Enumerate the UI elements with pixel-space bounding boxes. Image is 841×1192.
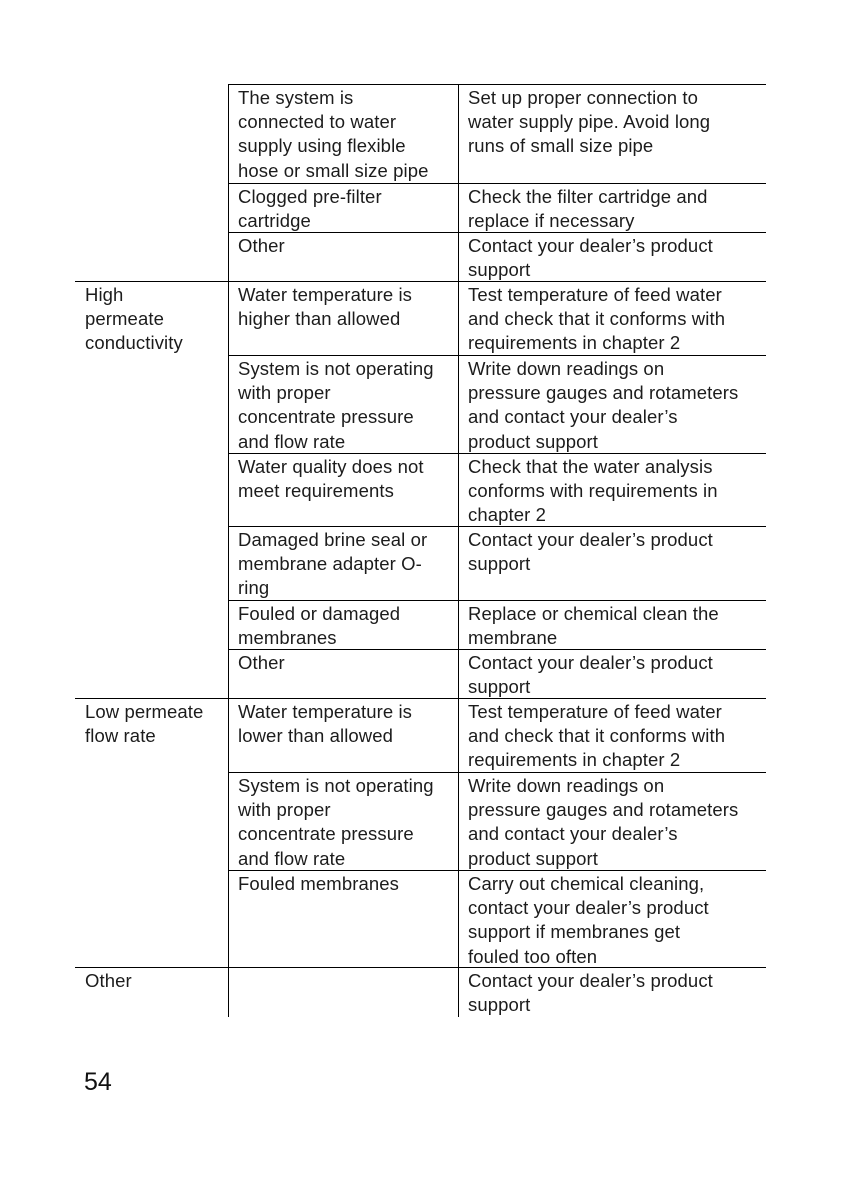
row-divider bbox=[228, 453, 766, 454]
cause-cell: Other bbox=[238, 235, 285, 256]
remedy-cell: Test temperature of feed water and check that it conforms with requirements in chapter 2 bbox=[468, 701, 726, 771]
row-divider bbox=[75, 281, 766, 282]
row-divider bbox=[75, 698, 766, 699]
row-divider bbox=[228, 526, 766, 527]
row-divider bbox=[228, 84, 766, 85]
row-divider bbox=[228, 772, 766, 773]
cause-cell: System is not operating with proper concentrate pressure and flow rate bbox=[238, 358, 434, 452]
row-divider bbox=[228, 600, 766, 601]
remedy-cell: Test temperature of feed water and check that it conforms with requirements in chapter 2 bbox=[468, 284, 726, 354]
cause-cell: The system is connected to water supply using flexible hose or small size pipe bbox=[238, 87, 429, 181]
row-divider bbox=[228, 183, 766, 184]
remedy-cell: Replace or chemical clean the membrane bbox=[468, 603, 719, 649]
cause-cell: Water quality does not meet requirements bbox=[238, 456, 424, 502]
remedy-cell: Contact your dealer’s product support bbox=[468, 529, 713, 575]
row-divider bbox=[228, 232, 766, 233]
remedy-cell: Contact your dealer’s product support bbox=[468, 652, 713, 698]
row-divider bbox=[75, 967, 766, 968]
remedy-cell: Contact your dealer’s product support bbox=[468, 235, 713, 281]
problem-cell: Low permeate flow rate bbox=[85, 701, 204, 747]
cause-cell: Other bbox=[238, 652, 285, 673]
page-number: 54 bbox=[84, 1068, 112, 1096]
cause-cell: Clogged pre-filter cartridge bbox=[238, 186, 382, 232]
cause-cell: System is not operating with proper concentrate pressure and flow rate bbox=[238, 775, 434, 869]
remedy-cell: Check that the water analysis conforms with requirements in chapter 2 bbox=[468, 456, 718, 526]
cause-cell: Fouled membranes bbox=[238, 873, 399, 894]
remedy-cell: Set up proper connection to water supply pipe. Avoid long runs of small size pipe bbox=[468, 87, 711, 157]
row-divider bbox=[228, 649, 766, 650]
remedy-cell: Carry out chemical cleaning, contact your dealer’s product support if membranes get fouled too often bbox=[468, 873, 709, 967]
cause-cell: Fouled or damaged membranes bbox=[238, 603, 401, 649]
problem-cell: High permeate conductivity bbox=[85, 284, 183, 354]
column-separator bbox=[458, 84, 459, 1017]
remedy-cell: Check the filter cartridge and replace if necessary bbox=[468, 186, 708, 232]
cause-cell: Water temperature is higher than allowed bbox=[238, 284, 413, 330]
column-separator bbox=[228, 84, 229, 1017]
remedy-cell: Write down readings on pressure gauges and rotameters and contact your dealer’s product support bbox=[468, 775, 739, 869]
cause-cell: Water temperature is lower than allowed bbox=[238, 701, 413, 747]
remedy-cell: Contact your dealer’s product support bbox=[468, 970, 713, 1016]
row-divider bbox=[228, 870, 766, 871]
row-divider bbox=[228, 355, 766, 356]
remedy-cell: Write down readings on pressure gauges and rotameters and contact your dealer’s product support bbox=[468, 358, 739, 452]
cause-cell: Damaged brine seal or membrane adapter O- ring bbox=[238, 529, 428, 599]
problem-cell: Other bbox=[85, 970, 132, 991]
